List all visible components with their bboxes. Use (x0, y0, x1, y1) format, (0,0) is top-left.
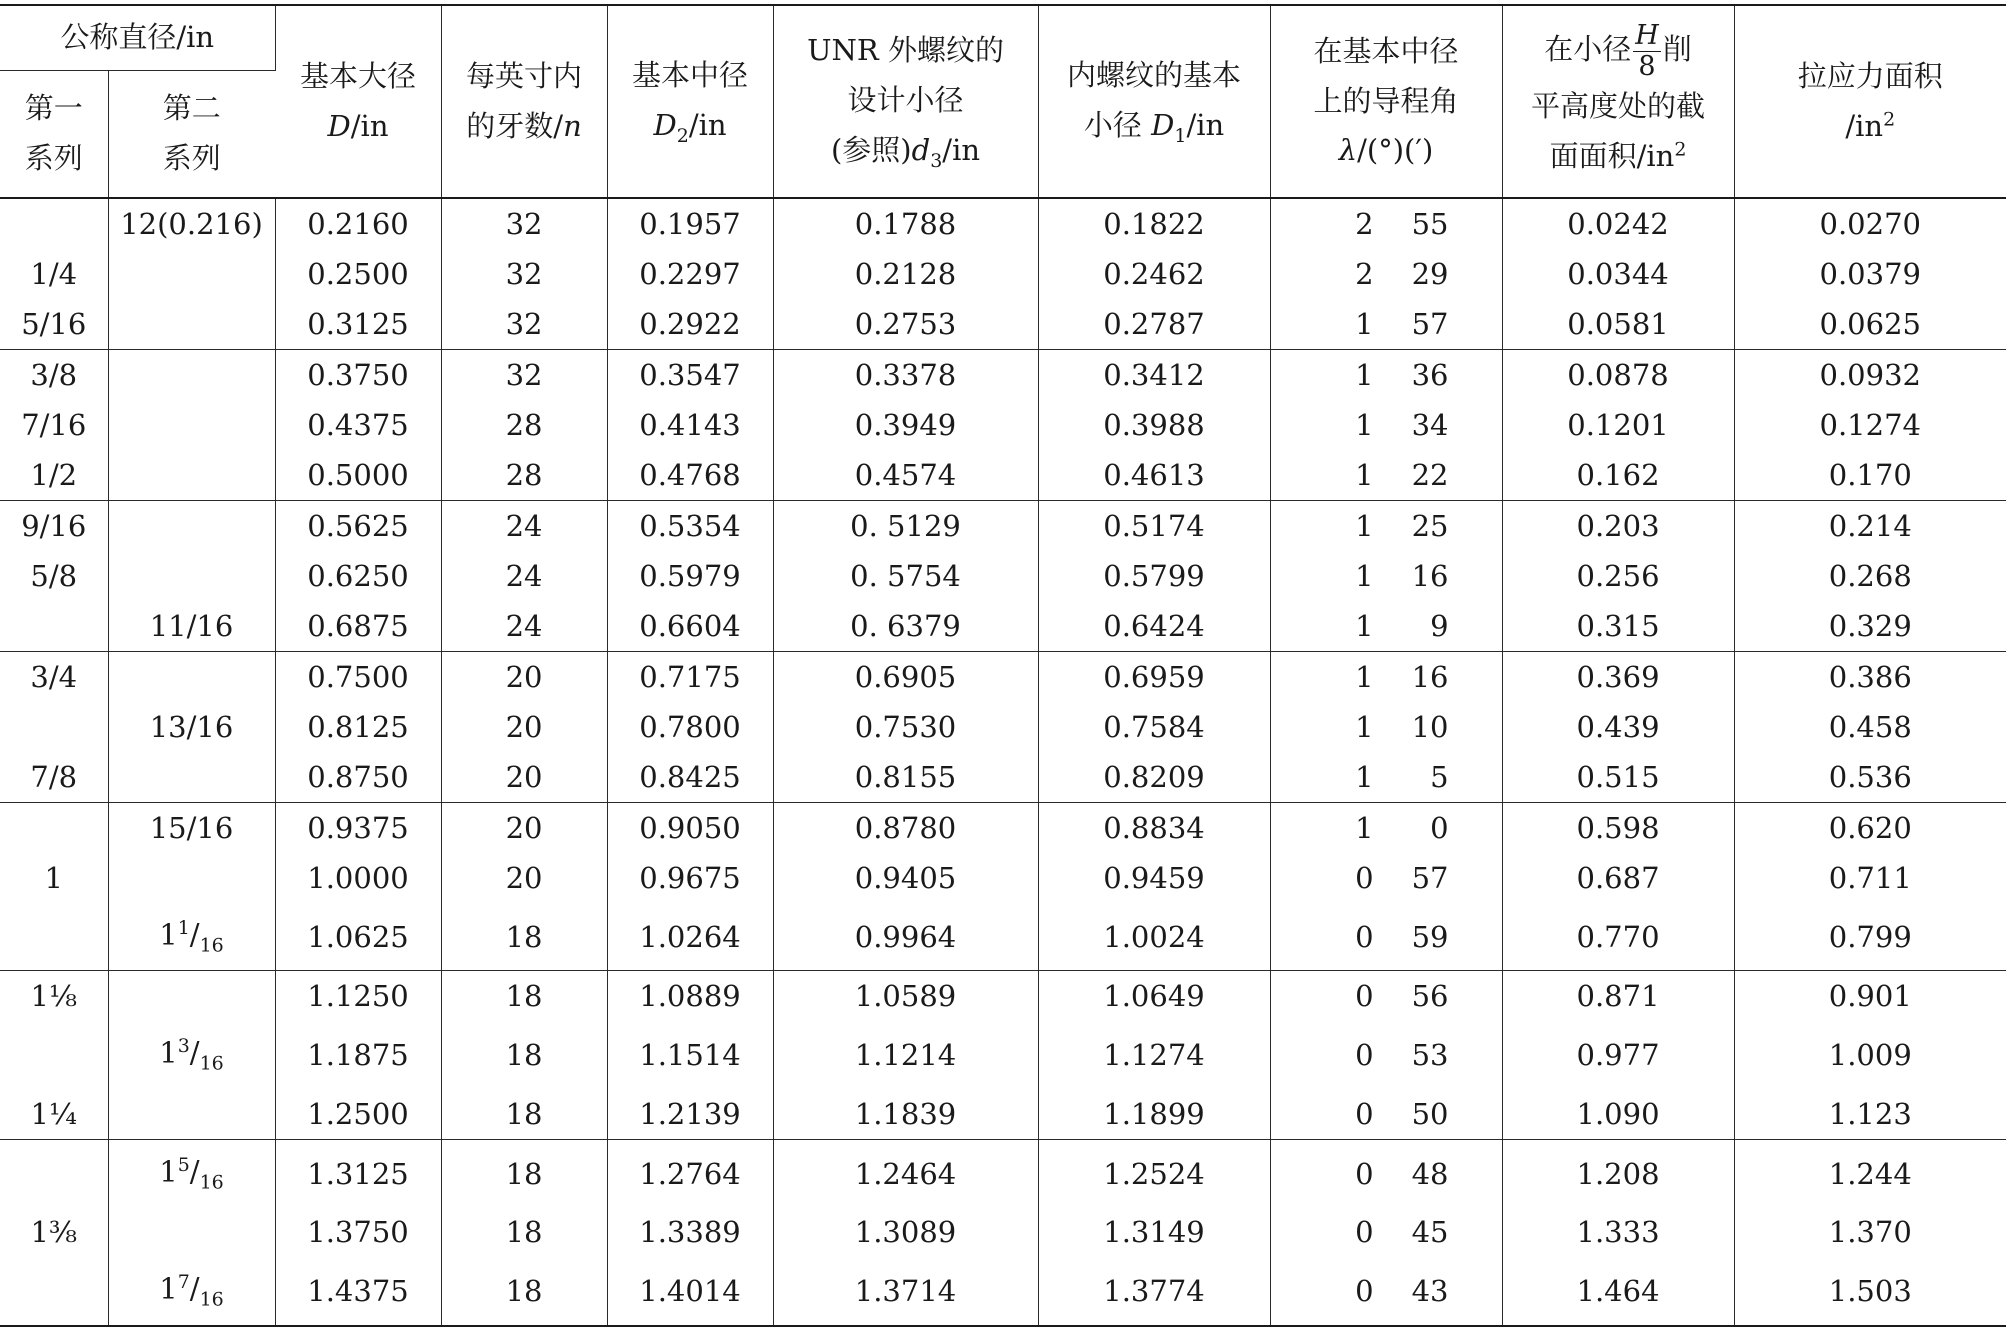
table-row (0, 1089, 2006, 1140)
threads-per-inch-cell: 20 (441, 702, 607, 752)
lead-angle-cell (1270, 1021, 1502, 1088)
first-series-cell (0, 702, 108, 752)
threads-per-inch-cell: 32 (441, 198, 607, 249)
basic-major-diameter-cell: 1.0000 (275, 853, 441, 903)
lead-angle-minutes: 45 (1411, 1215, 1449, 1250)
header-section-area: 在小径 $\frac{H}{8}$ 削 平高度处的截 面面积$/in^2$ (1502, 5, 1734, 198)
tensile-stress-area-cell: 0.268 (1828, 559, 1912, 593)
table-row (0, 652, 2006, 703)
lead-angle-cell (1270, 501, 1502, 552)
threads-per-inch-cell: 32 (441, 249, 607, 299)
header-unr-design-minor: UNR 外螺纹的 设计小径 (参照)$d_3/in$ (773, 5, 1038, 198)
threads-per-inch-cell: 20 (441, 853, 607, 903)
section-area-cell: 0.977 (1502, 1021, 1734, 1088)
section-area-cell: 0.439 (1502, 702, 1734, 752)
unr-design-minor-cell: 0.9964 (773, 903, 1038, 971)
section-area-cell: 0.256 (1502, 551, 1734, 601)
section-area-cell: 0.315 (1502, 601, 1734, 652)
lead-angle-minutes: 16 (1411, 660, 1449, 694)
unr-design-minor-cell: 0.8155 (773, 752, 1038, 803)
header-nominal-diameter: 公称直径/in (0, 5, 275, 71)
second-series-cell: 15/16 (108, 803, 275, 854)
second-series-cell (108, 971, 275, 1022)
threads-per-inch-cell: 18 (441, 1021, 607, 1088)
lead-angle-cell (1270, 601, 1502, 652)
first-series-cell: 9/16 (0, 501, 108, 552)
table-row (0, 702, 2006, 752)
threads-per-inch-cell: 24 (441, 501, 607, 552)
lead-angle-cell (1270, 1089, 1502, 1140)
lead-angle-degrees: 0 (1355, 979, 1374, 1014)
threads-per-inch-cell: 24 (441, 551, 607, 601)
second-series-cell (108, 450, 275, 501)
tensile-stress-area-cell: 0.799 (1734, 903, 2006, 971)
table-row (0, 1207, 2006, 1257)
basic-pitch-diameter-cell: 0.5354 (607, 501, 773, 552)
second-series-cell: $1^3/_{16}$ (108, 1021, 275, 1088)
basic-major-diameter-cell: 1.0625 (275, 903, 441, 971)
second-series-cell (108, 752, 275, 803)
lead-angle-degrees: 1 (1355, 358, 1374, 392)
lead-angle-minutes: 50 (1411, 1096, 1449, 1131)
lead-angle-degrees: 1 (1355, 307, 1374, 341)
threads-per-inch-cell: 24 (441, 601, 607, 652)
table-row (0, 501, 2006, 552)
threads-per-inch-cell: 20 (441, 752, 607, 803)
basic-major-diameter-cell: 0.8750 (275, 752, 441, 803)
basic-pitch-diameter-cell: 0.7175 (607, 652, 773, 703)
threads-per-inch-cell: 20 (441, 803, 607, 854)
basic-major-diameter-cell: 0.5625 (275, 501, 441, 552)
second-series-cell (108, 501, 275, 552)
first-series-cell: 1⅛ (0, 971, 108, 1022)
lead-angle-minutes: 36 (1411, 358, 1449, 392)
section-area-cell: 0.1201 (1502, 400, 1734, 450)
header-basic-pitch-diameter: 基本中径 $D_2/in$ (607, 5, 773, 198)
first-series-cell: 1¼ (0, 1089, 108, 1140)
basic-major-diameter-cell: 1.1875 (275, 1021, 441, 1088)
unr-design-minor-cell: 0.4574 (773, 450, 1038, 501)
table-row (0, 551, 2006, 601)
header-internal-minor: 内螺纹的基本 小径 $D_1/in$ (1038, 5, 1270, 198)
header-lead-angle: 在基本中径 上的导程角 λ/(°)(′) (1270, 5, 1502, 198)
second-series-cell: $1^7/_{16}$ (108, 1257, 275, 1325)
basic-major-diameter-cell: 0.5000 (275, 450, 441, 501)
tensile-stress-area-cell: 0.536 (1734, 752, 2006, 803)
lead-angle-degrees: 2 (1355, 207, 1374, 241)
internal-minor-cell: 0.3412 (1038, 350, 1270, 401)
lead-angle-cell (1270, 752, 1502, 803)
basic-major-diameter-cell: 0.2160 (275, 198, 441, 249)
basic-major-diameter-cell: 1.1250 (275, 971, 441, 1022)
lead-angle-minutes: 34 (1411, 408, 1449, 442)
tensile-stress-area-cell: 0.1274 (1819, 408, 1921, 442)
lead-angle-degrees: 1 (1355, 458, 1374, 492)
internal-minor-cell: 0.5174 (1038, 501, 1270, 552)
section-area-cell: 1.090 (1502, 1089, 1734, 1140)
threads-per-inch-cell: 18 (441, 1257, 607, 1325)
lead-angle-minutes: 55 (1411, 207, 1449, 241)
lead-angle-cell (1270, 971, 1502, 1022)
basic-pitch-diameter-cell: 0.4768 (607, 450, 773, 501)
table-row (0, 198, 2006, 249)
internal-minor-cell: 0.6424 (1038, 601, 1270, 652)
table-row (0, 853, 2006, 903)
lead-angle-cell (1270, 1257, 1502, 1325)
first-series-cell (0, 198, 108, 249)
basic-pitch-diameter-cell: 1.1514 (607, 1021, 773, 1088)
table-row (0, 350, 2006, 401)
second-series-cell: $1^1/_{16}$ (108, 903, 275, 971)
first-series-cell: 1/4 (0, 249, 108, 299)
unr-design-minor-cell: 0.9405 (773, 853, 1038, 903)
lead-angle-cell (1270, 702, 1502, 752)
table-row (0, 1139, 2006, 1207)
lead-angle-degrees: 1 (1355, 408, 1374, 442)
basic-major-diameter-cell: 1.4375 (275, 1257, 441, 1325)
section-area-cell: 0.162 (1502, 450, 1734, 501)
internal-minor-cell: 0.2462 (1038, 249, 1270, 299)
unr-design-minor-cell: 0.1788 (773, 198, 1038, 249)
section-area-cell: 1.464 (1502, 1257, 1734, 1325)
basic-major-diameter-cell: 0.8125 (275, 702, 441, 752)
first-series-cell: 3/8 (0, 350, 108, 401)
basic-pitch-diameter-cell: 1.3389 (607, 1207, 773, 1257)
internal-minor-cell: 1.2524 (1038, 1139, 1270, 1207)
table-row (0, 803, 2006, 854)
basic-pitch-diameter-cell: 1.2139 (607, 1089, 773, 1140)
internal-minor-cell: 0.2787 (1038, 299, 1270, 350)
lead-angle-degrees: 0 (1355, 1038, 1374, 1073)
internal-minor-cell: 1.0024 (1038, 903, 1270, 971)
tensile-stress-area-cell: 0.0379 (1819, 257, 1921, 291)
lead-angle-minutes: 0 (1430, 811, 1449, 845)
first-series-cell: 5/16 (0, 299, 108, 350)
threads-per-inch-cell: 28 (441, 450, 607, 501)
unr-design-minor-cell: 1.1214 (773, 1021, 1038, 1088)
unr-design-minor-cell: 0.8780 (773, 803, 1038, 854)
tensile-stress-area-cell: 0.620 (1828, 811, 1912, 845)
lead-angle-cell (1270, 1207, 1502, 1257)
internal-minor-cell: 0.3988 (1038, 400, 1270, 450)
lead-angle-degrees: 0 (1355, 1096, 1374, 1131)
lead-angle-cell (1270, 450, 1502, 501)
second-series-cell: $1^5/_{16}$ (108, 1139, 275, 1207)
first-series-cell: 1⅜ (0, 1207, 108, 1257)
section-area-cell: 0.0242 (1502, 198, 1734, 249)
threads-per-inch-cell: 20 (441, 652, 607, 703)
internal-minor-cell: 1.1899 (1038, 1089, 1270, 1140)
basic-pitch-diameter-cell: 1.4014 (607, 1257, 773, 1325)
tensile-stress-area-cell: 0.0270 (1819, 207, 1921, 241)
lead-angle-minutes: 53 (1411, 1038, 1449, 1073)
first-series-cell (0, 903, 108, 971)
first-series-cell: 7/16 (0, 400, 108, 450)
basic-major-diameter-cell: 0.4375 (275, 400, 441, 450)
section-area-cell: 0.0581 (1502, 299, 1734, 350)
tensile-stress-area-cell: 0.458 (1828, 710, 1912, 744)
lead-angle-minutes: 16 (1411, 559, 1449, 593)
unr-design-minor-cell: 1.3089 (773, 1207, 1038, 1257)
basic-pitch-diameter-cell: 1.2764 (607, 1139, 773, 1207)
unr-design-minor-cell: 0.6905 (773, 652, 1038, 703)
threads-per-inch-cell: 18 (441, 971, 607, 1022)
internal-minor-cell: 1.3149 (1038, 1207, 1270, 1257)
header-second-series: 第二 系列 (108, 71, 275, 199)
lead-angle-minutes: 57 (1411, 861, 1449, 895)
lead-angle-degrees: 1 (1355, 609, 1374, 643)
lead-angle-degrees: 0 (1355, 861, 1374, 895)
lead-angle-degrees: 1 (1355, 811, 1374, 845)
second-series-cell (108, 249, 275, 299)
table-header (0, 5, 2006, 198)
lead-angle-cell (1270, 903, 1502, 971)
lead-angle-cell (1270, 652, 1502, 703)
table-row (0, 1257, 2006, 1325)
basic-pitch-diameter-cell: 0.4143 (607, 400, 773, 450)
lead-angle-cell (1270, 853, 1502, 903)
first-series-cell (0, 1139, 108, 1207)
table-row (0, 249, 2006, 299)
lead-angle-degrees: 1 (1355, 760, 1374, 794)
lead-angle-degrees: 1 (1355, 559, 1374, 593)
basic-pitch-diameter-cell: 0.2297 (607, 249, 773, 299)
internal-minor-cell: 1.3774 (1038, 1257, 1270, 1325)
tensile-stress-area-cell: 0.901 (1828, 979, 1912, 1014)
section-area-cell: 1.333 (1502, 1207, 1734, 1257)
tensile-stress-area-cell: 0.0932 (1819, 358, 1921, 392)
lead-angle-minutes: 9 (1430, 609, 1449, 643)
lead-angle-cell (1270, 249, 1502, 299)
first-series-cell (0, 1257, 108, 1325)
lead-angle-minutes: 56 (1411, 979, 1449, 1014)
internal-minor-cell: 0.5799 (1038, 551, 1270, 601)
basic-pitch-diameter-cell: 0.5979 (607, 551, 773, 601)
second-series-cell (108, 1207, 275, 1257)
second-series-cell (108, 853, 275, 903)
lead-angle-degrees: 1 (1355, 710, 1374, 744)
table-row (0, 601, 2006, 652)
unr-design-minor-cell: 1.0589 (773, 971, 1038, 1022)
threads-per-inch-cell: 18 (441, 1139, 607, 1207)
tensile-stress-area-cell: 0.0625 (1734, 299, 2006, 350)
lead-angle-degrees: 2 (1355, 257, 1374, 291)
tensile-stress-area-cell: 0.170 (1734, 450, 2006, 501)
internal-minor-cell: 0.1822 (1038, 198, 1270, 249)
second-series-cell (108, 299, 275, 350)
first-series-cell: 3/4 (0, 652, 108, 703)
first-series-cell (0, 601, 108, 652)
section-area-cell: 1.208 (1502, 1139, 1734, 1207)
basic-pitch-diameter-cell: 0.8425 (607, 752, 773, 803)
section-area-cell: 0.598 (1502, 803, 1734, 854)
lead-angle-minutes: 48 (1411, 1156, 1449, 1191)
lead-angle-cell (1270, 1139, 1502, 1207)
table-row (0, 1021, 2006, 1088)
table-body (0, 198, 2006, 1326)
basic-pitch-diameter-cell: 0.3547 (607, 350, 773, 401)
unr-design-minor-cell: 0.2128 (773, 249, 1038, 299)
threads-per-inch-cell: 18 (441, 1207, 607, 1257)
first-series-cell: 7/8 (0, 752, 108, 803)
lead-angle-degrees: 1 (1355, 660, 1374, 694)
lead-angle-degrees: 0 (1355, 1215, 1374, 1250)
lead-angle-degrees: 0 (1355, 1274, 1374, 1309)
basic-major-diameter-cell: 1.3125 (275, 1139, 441, 1207)
lead-angle-minutes: 5 (1430, 760, 1449, 794)
unr-design-minor-cell: 1.1839 (773, 1089, 1038, 1140)
tensile-stress-area-cell: 1.503 (1734, 1257, 2006, 1325)
lead-angle-minutes: 25 (1411, 509, 1449, 543)
unr-design-minor-cell: 0.7530 (773, 702, 1038, 752)
internal-minor-cell: 0.7584 (1038, 702, 1270, 752)
threads-per-inch-cell: 18 (441, 1089, 607, 1140)
basic-pitch-diameter-cell: 0.9675 (607, 853, 773, 903)
internal-minor-cell: 0.8834 (1038, 803, 1270, 854)
lead-angle-minutes: 57 (1411, 307, 1449, 341)
unr-design-minor-cell: 1.2464 (773, 1139, 1038, 1207)
basic-pitch-diameter-cell: 0.2922 (607, 299, 773, 350)
unr-design-minor-cell: 0. 6379 (773, 601, 1038, 652)
section-area-cell: 0.0878 (1502, 350, 1734, 401)
table-row (0, 903, 2006, 971)
table-row (0, 752, 2006, 803)
threads-per-inch-cell: 18 (441, 903, 607, 971)
basic-pitch-diameter-cell: 0.6604 (607, 601, 773, 652)
threads-per-inch-cell: 32 (441, 350, 607, 401)
unr-design-minor-cell: 0.3949 (773, 400, 1038, 450)
lead-angle-minutes: 10 (1411, 710, 1449, 744)
table-row (0, 450, 2006, 501)
basic-major-diameter-cell: 0.3750 (275, 350, 441, 401)
internal-minor-cell: 0.9459 (1038, 853, 1270, 903)
section-area-cell: 0.515 (1502, 752, 1734, 803)
second-series-cell (108, 1089, 275, 1140)
basic-major-diameter-cell: 0.6250 (275, 551, 441, 601)
lead-angle-minutes: 43 (1411, 1274, 1449, 1309)
tensile-stress-area-cell: 0.386 (1828, 660, 1912, 694)
first-series-cell (0, 803, 108, 854)
internal-minor-cell: 0.4613 (1038, 450, 1270, 501)
unr-design-minor-cell: 0. 5754 (773, 551, 1038, 601)
table-row (0, 299, 2006, 350)
internal-minor-cell: 0.6959 (1038, 652, 1270, 703)
basic-major-diameter-cell: 0.3125 (275, 299, 441, 350)
lead-angle-minutes: 22 (1411, 458, 1449, 492)
lead-angle-degrees: 0 (1355, 1156, 1374, 1191)
section-area-cell: 0.369 (1502, 652, 1734, 703)
internal-minor-cell: 0.8209 (1038, 752, 1270, 803)
lead-angle-cell (1270, 400, 1502, 450)
basic-major-diameter-cell: 1.3750 (275, 1207, 441, 1257)
basic-pitch-diameter-cell: 1.0889 (607, 971, 773, 1022)
second-series-cell: 13/16 (108, 702, 275, 752)
tensile-stress-area-cell: 1.370 (1828, 1215, 1912, 1250)
second-series-cell (108, 652, 275, 703)
thread-data-table (0, 4, 2006, 1327)
lead-angle-degrees: 0 (1355, 919, 1374, 954)
lead-angle-cell (1270, 198, 1502, 249)
section-area-cell: 0.687 (1502, 853, 1734, 903)
first-series-cell: 1 (0, 853, 108, 903)
section-area-cell: 0.203 (1502, 501, 1734, 552)
section-area-cell: 0.871 (1502, 971, 1734, 1022)
basic-major-diameter-cell: 0.9375 (275, 803, 441, 854)
internal-minor-cell: 1.1274 (1038, 1021, 1270, 1088)
first-series-cell: 1/2 (0, 450, 108, 501)
header-first-series: 第一 系列 (0, 71, 108, 199)
basic-pitch-diameter-cell: 0.7800 (607, 702, 773, 752)
second-series-cell (108, 551, 275, 601)
first-series-cell (0, 1021, 108, 1088)
tensile-stress-area-cell: 0.214 (1828, 509, 1912, 543)
header-tensile-stress-area: 拉应力面积 $/in^2$ (1734, 5, 2006, 198)
unr-design-minor-cell: 0. 5129 (773, 501, 1038, 552)
tensile-stress-area-cell: 0.711 (1828, 861, 1912, 895)
second-series-cell (108, 400, 275, 450)
header-threads-per-inch: 每英寸内 的牙数/n (441, 5, 607, 198)
table-row (0, 971, 2006, 1022)
section-area-cell: 0.0344 (1502, 249, 1734, 299)
header-basic-major-diameter: 基本大径 D/in (275, 5, 441, 198)
lead-angle-minutes: 59 (1411, 919, 1449, 954)
second-series-cell (108, 350, 275, 401)
lead-angle-cell (1270, 299, 1502, 350)
basic-major-diameter-cell: 1.2500 (275, 1089, 441, 1140)
tensile-stress-area-cell: 1.123 (1734, 1089, 2006, 1140)
tensile-stress-area-cell: 1.244 (1828, 1156, 1912, 1191)
basic-major-diameter-cell: 0.6875 (275, 601, 441, 652)
lead-angle-degrees: 1 (1355, 509, 1374, 543)
basic-pitch-diameter-cell: 0.1957 (607, 198, 773, 249)
internal-minor-cell: 1.0649 (1038, 971, 1270, 1022)
tensile-stress-area-cell: 0.329 (1734, 601, 2006, 652)
basic-pitch-diameter-cell: 1.0264 (607, 903, 773, 971)
lead-angle-cell (1270, 350, 1502, 401)
lead-angle-cell (1270, 551, 1502, 601)
basic-major-diameter-cell: 0.7500 (275, 652, 441, 703)
tensile-stress-area-cell: 1.009 (1828, 1038, 1912, 1073)
first-series-cell: 5/8 (0, 551, 108, 601)
basic-major-diameter-cell: 0.2500 (275, 249, 441, 299)
lead-angle-cell (1270, 803, 1502, 854)
unr-design-minor-cell: 1.3714 (773, 1257, 1038, 1325)
unr-design-minor-cell: 0.3378 (773, 350, 1038, 401)
unr-design-minor-cell: 0.2753 (773, 299, 1038, 350)
threads-per-inch-cell: 32 (441, 299, 607, 350)
table-row (0, 400, 2006, 450)
lead-angle-minutes: 29 (1411, 257, 1449, 291)
threads-per-inch-cell: 28 (441, 400, 607, 450)
second-series-cell: 11/16 (108, 601, 275, 652)
second-series-cell: 12(0.216) (108, 198, 275, 249)
basic-pitch-diameter-cell: 0.9050 (607, 803, 773, 854)
section-area-cell: 0.770 (1502, 903, 1734, 971)
